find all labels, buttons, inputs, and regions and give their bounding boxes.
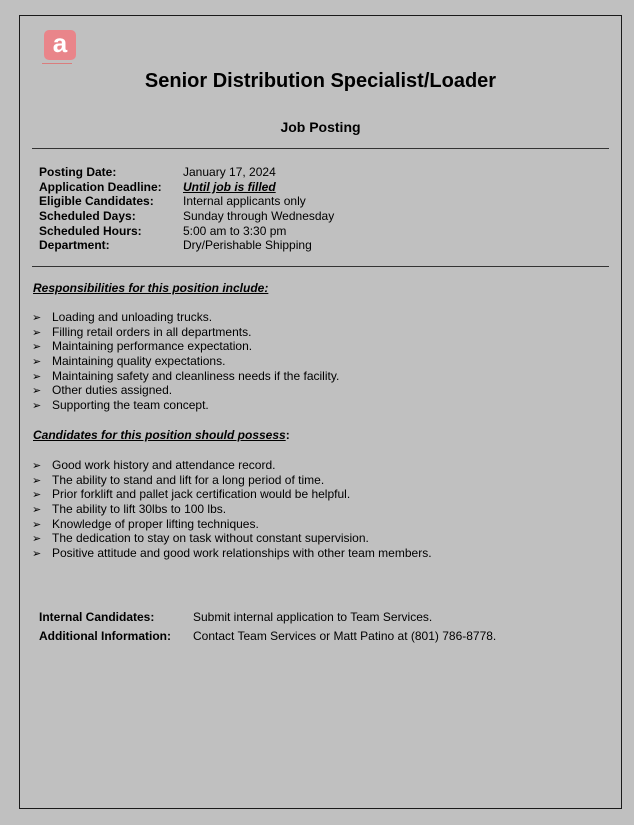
detail-value: Dry/Perishable Shipping <box>183 238 312 253</box>
page-title: Senior Distribution Specialist/Loader <box>144 70 497 92</box>
arrow-bullet-icon: ➢ <box>32 312 42 324</box>
list-item: ➢ Maintaining performance expectation. <box>32 339 253 354</box>
arrow-bullet-icon: ➢ <box>32 341 42 354</box>
list-item: ➢ Supporting the team concept. <box>32 398 209 413</box>
list-item: ➢ Loading and unloading trucks. <box>32 310 213 324</box>
divider-middle <box>32 266 609 267</box>
detail-value: January 17, 2024 <box>183 165 276 179</box>
application-info <box>39 608 496 646</box>
detail-value: Internal applicants only <box>183 194 306 209</box>
arrow-bullet-icon: ➢ <box>32 518 42 531</box>
page-subtitle: Job Posting <box>280 119 361 135</box>
footer-row-internal-candidates <box>39 608 496 627</box>
responsibilities-list <box>32 310 339 413</box>
arrow-bullet-icon: ➢ <box>32 460 42 472</box>
detail-value: Sunday through Wednesday <box>183 209 335 224</box>
list-item: ➢ Knowledge of proper lifting techniques. <box>32 516 259 531</box>
candidates-heading: Candidates for this position should possess: <box>33 428 290 442</box>
document-page <box>19 15 622 809</box>
arrow-bullet-icon: ➢ <box>32 533 42 546</box>
detail-label: Department: <box>39 238 110 253</box>
responsibilities-heading: Responsibilities for this position include: <box>33 281 269 295</box>
company-logo <box>42 30 82 70</box>
detail-row-application-deadline <box>39 180 334 195</box>
candidates-list <box>32 458 432 561</box>
arrow-bullet-icon: ➢ <box>32 474 42 487</box>
detail-label: Posting Date: <box>39 165 117 179</box>
arrow-bullet-icon: ➢ <box>32 370 42 383</box>
list-item: ➢ The ability to stand and lift for a long period of time. <box>32 472 325 487</box>
detail-label: Eligible Candidates: <box>39 194 154 209</box>
detail-row-scheduled-hours <box>39 224 334 239</box>
list-item: ➢ Positive attitude and good work relationships with other team members. <box>32 546 432 561</box>
arrow-bullet-icon: ➢ <box>32 356 42 369</box>
detail-label: Scheduled Hours: <box>39 223 142 238</box>
arrow-bullet-icon: ➢ <box>32 504 42 517</box>
list-item: ➢ The dedication to stay on task without constant supervision. <box>32 531 369 546</box>
detail-value: Until job is filled <box>183 179 276 194</box>
arrow-bullet-icon: ➢ <box>32 326 42 339</box>
divider-top <box>32 148 609 149</box>
arrow-bullet-icon: ➢ <box>32 385 42 398</box>
arrow-bullet-icon: ➢ <box>32 548 42 561</box>
detail-row-department <box>39 238 334 253</box>
footer-label: Internal Candidates: <box>39 610 155 624</box>
detail-row-scheduled-days <box>39 209 334 224</box>
footer-row-additional-information <box>39 627 496 646</box>
detail-value: 5:00 am to 3:30 pm <box>183 223 287 238</box>
list-item: ➢ Filling retail orders in all departments. <box>32 324 252 339</box>
a-logo-icon: a <box>44 30 76 60</box>
detail-row-eligible-candidates <box>39 194 334 209</box>
list-item: ➢ Other duties assigned. <box>32 383 173 398</box>
footer-value: Submit internal application to Team Services. <box>193 610 433 624</box>
arrow-bullet-icon: ➢ <box>32 489 42 502</box>
arrow-bullet-icon: ➢ <box>32 400 42 413</box>
list-item: ➢ Good work history and attendance record. <box>32 458 276 472</box>
footer-label: Additional Information: <box>39 629 171 643</box>
list-item: ➢ The ability to lift 30lbs to 100 lbs. <box>32 502 227 517</box>
list-item: ➢ Maintaining quality expectations. <box>32 354 226 369</box>
logo-caption: ▬▬▬▬▬▬▬▬▬▬ <box>42 62 72 65</box>
detail-label: Scheduled Days: <box>39 209 136 224</box>
posting-details <box>39 165 334 253</box>
list-item: ➢ Maintaining safety and cleanliness needs if the facility. <box>32 368 340 383</box>
list-item: ➢ Prior forklift and pallet jack certification would be helpful. <box>32 487 351 502</box>
detail-label: Application Deadline: <box>39 179 162 194</box>
footer-value: Contact Team Services or Matt Patino at (801) 786-8778. <box>193 629 497 643</box>
detail-row-posting-date <box>39 165 334 180</box>
